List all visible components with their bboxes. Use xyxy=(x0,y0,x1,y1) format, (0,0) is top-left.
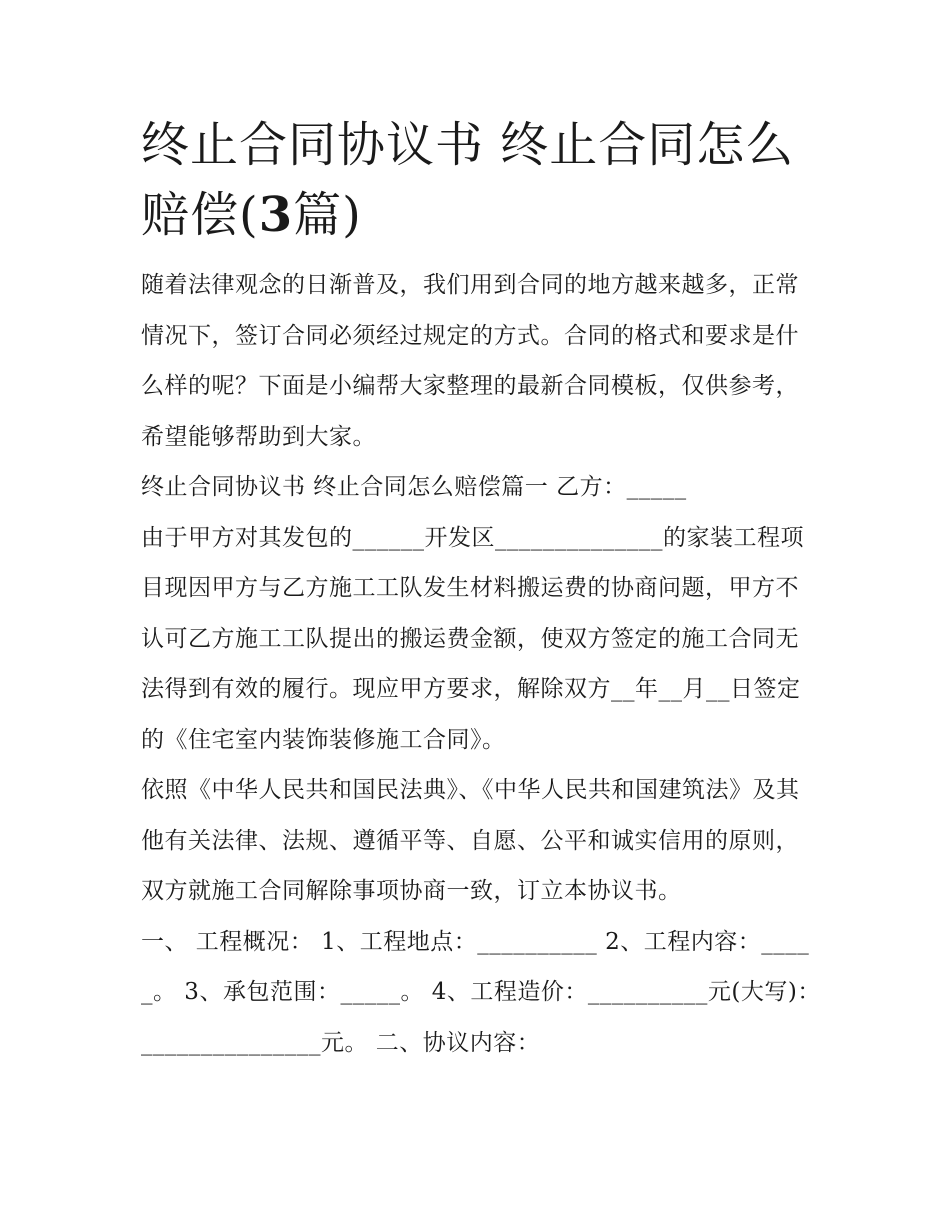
intro-paragraph: 随着法律观念的日渐普及，我们用到合同的地方越来越多，正常情况下，签订合同必须经过规定的方式。合同的格式和要求是什么样的呢？下面是小编帮大家整理的最新合同模板，仅供参考，希望能够帮助到大家。 xyxy=(141,272,799,450)
project-overview-paragraph: 一、 工程概况： 1、工程地点：__________ 2、工程内容：_____。 3、承包范围：_____。 4、工程造价：__________元(大写)： _______________元。 二、协议内容： xyxy=(141,928,821,1056)
document-title xyxy=(141,110,821,250)
title-count: 3 xyxy=(258,187,294,243)
title-text-2: 篇) xyxy=(293,187,362,243)
legal-basis-paragraph: 依照《中华人民共和国民法典》、《中华人民共和国建筑法》及其他有关法律、法规、遵循平等、自愿、公平和诚实信用的原则，双方就施工合同解除事项协商一致，订立本协议书。 xyxy=(141,777,800,904)
section-heading-paragraph: 终止合同协议书 终止合同怎么赔偿篇一 乙方：_____ xyxy=(141,474,687,500)
document-page xyxy=(141,110,821,1068)
title-text-1: 终止合同协议书 终止合同怎么赔偿( xyxy=(141,117,795,243)
project-paragraph: 由于甲方对其发包的______开发区______________的家装工程项目现因甲方与乙方施工工队发生材料搬运费的协商问题，甲方不认可乙方施工工队提出的搬运费金额，使双方签定的施工合同无法得到有效的履行。现应甲方要求，解除双方__年__月__日签定的《住宅室内装饰装修施工合同》。 xyxy=(141,524,804,753)
